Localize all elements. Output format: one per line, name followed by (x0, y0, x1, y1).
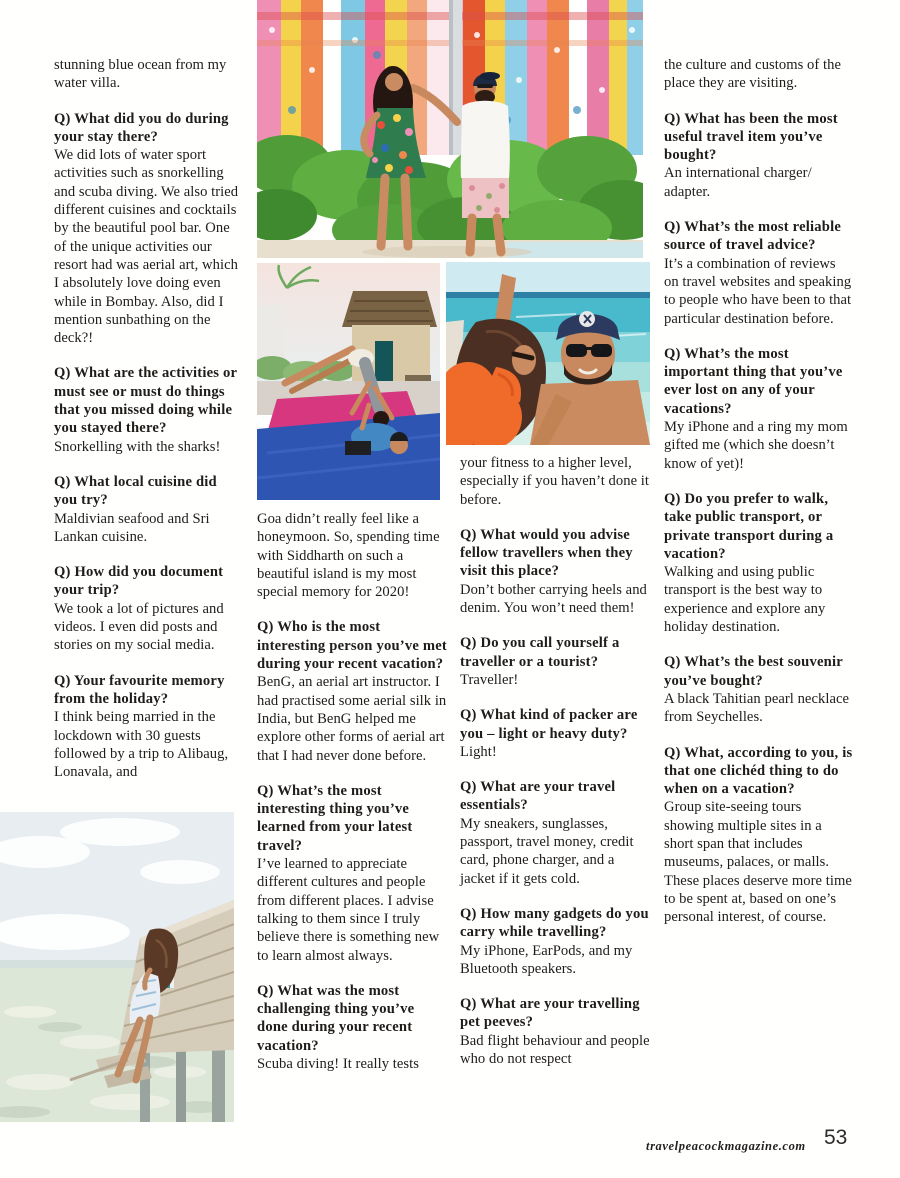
answer-text: Group site-seeing tours showing multiple sites in a short span that includes museums, palaces, or malls. These places deserve more time to be spent at, based on one’s personal interest, of course. (664, 799, 852, 926)
answer-text: the culture and customs of the place they are visiting. (664, 57, 841, 92)
question-text: Q) What are your travelling pet peeves? (460, 996, 640, 1031)
photo-deck-overwater (0, 812, 234, 1122)
text-column-middle (257, 510, 448, 1073)
question-text: Q) What was the most challenging thing you’ve done during your recent vacation? (257, 982, 415, 1054)
question-text: Q) What did you do during your stay there? (54, 110, 229, 145)
question-text: Q) What would you advise fellow travellers when they visit this place? (460, 526, 633, 580)
answer-text: We did lots of water sport activities such as snorkelling and scuba diving. We also tried different cuisines and cocktails by the beautiful pool bar. One of the unique activities our resort had was aerial art, which I absolutely love doing even while in Bombay. Also, did I mention sunbathing on the deck?! (54, 147, 239, 347)
answer-text: My iPhone, EarPods, and my Bluetooth speakers. (460, 942, 633, 977)
question-text: Q) What, according to you, is that one clichéd thing to do when on a vacation? (664, 744, 853, 798)
question-text: Q) Do you prefer to walk, take public transport, or private transport during a vacation? (664, 490, 834, 562)
deck-overwater-illustration (0, 812, 234, 1122)
text-column-right (664, 56, 854, 926)
answer-text: I think being married in the lockdown with 30 guests followed by a trip to Alibaug, Lonavala, and (54, 709, 229, 781)
question-text: Q) How many gadgets do you carry while travelling? (460, 905, 649, 941)
text-column-center-right (460, 454, 652, 1068)
answer-text: Traveller! (460, 671, 519, 688)
answer-text: Light! (460, 743, 497, 760)
question-text: Q) What kind of packer are you – light or heavy duty? (460, 707, 638, 742)
question-text: Q) What’s the most important thing that you’ve ever lost on any of your vacations? (664, 345, 843, 417)
answer-text: A black Tahitian pearl necklace from Seychelles. (664, 690, 850, 726)
page-number: 53 (824, 1126, 848, 1149)
question-text: Q) What are the activities or must see or must do things that you missed doing while you stayed there? (54, 365, 237, 437)
beach-selfie-illustration (446, 262, 650, 445)
question-text: Q) What has been the most useful travel item you’ve bought? (664, 110, 838, 164)
answer-text: We took a lot of pictures and videos. I even did posts and stories on my social media. (54, 600, 224, 654)
answer-text: BenG, an aerial art instructor. I had practised some aerial silk in India, but BenG helped me explore other forms of aerial art that I had never done before. (257, 674, 447, 764)
answer-text: your fitness to a higher level, especially if you haven’t done it before. (460, 455, 650, 508)
answer-text: Don’t bother carrying heels and denim. You won’t need them! (460, 581, 647, 617)
photo-beach-selfie (446, 262, 650, 445)
question-text: Q) What’s the best souvenir you’ve bought? (664, 654, 843, 689)
text-column-left (54, 56, 241, 781)
answer-text: stunning blue ocean from my water villa. (54, 57, 227, 92)
answer-text: My iPhone and a ring my mom gifted me (which she doesn’t know of yet)! (664, 419, 848, 472)
couple-mural-illustration (257, 0, 643, 258)
question-text: Q) How did you document your trip? (54, 564, 224, 599)
answer-text: Snorkelling with the sharks! (54, 438, 221, 455)
question-text: Q) Do you call yourself a traveller or a tourist? (460, 635, 620, 670)
answer-text: Bad flight behaviour and people who do not respect (460, 1032, 650, 1068)
answer-text: An international charger/ adapter. (664, 165, 812, 200)
question-text: Q) What’s the most interesting thing you’ve learned from your latest travel? (257, 782, 413, 854)
question-text: Q) What’s the most reliable source of travel advice? (664, 219, 841, 254)
question-text: Q) What local cuisine did you try? (54, 473, 217, 509)
answer-text: Scuba diving! It really tests (257, 1056, 419, 1073)
question-text: Q) Your favourite memory from the holiday? (54, 672, 225, 707)
answer-text: I’ve learned to appreciate different cultures and people from different places. I advise talking to them since I truly believe there is something new to learn almost always. (257, 856, 440, 964)
aerial-art-illustration (257, 263, 440, 500)
question-text: Q) Who is the most interesting person you’ve met during your recent vacation? (257, 619, 447, 673)
question-text: Q) What are your travel essentials? (460, 779, 616, 814)
answer-text: My sneakers, sunglasses, passport, travel money, credit card, phone charger, and a jacket if it gets cold. (460, 815, 634, 887)
answer-text: Goa didn’t really feel like a honeymoon. So, spending time with Siddharth on such a beautiful island is my most special memory for 2020! (257, 511, 440, 601)
footer-site-url: travelpeacockmagazine.com (646, 1139, 806, 1153)
answer-text: It’s a combination of reviews on travel websites and speaking to people who have been to that particular destination before. (664, 255, 852, 327)
answer-text: Walking and using public transport is the best way to experience and explore any holiday destination. (664, 564, 826, 636)
answer-text: Maldivian seafood and Sri Lankan cuisine. (54, 510, 210, 545)
photo-couple-mural (257, 0, 643, 258)
photo-aerial-art (257, 263, 440, 500)
